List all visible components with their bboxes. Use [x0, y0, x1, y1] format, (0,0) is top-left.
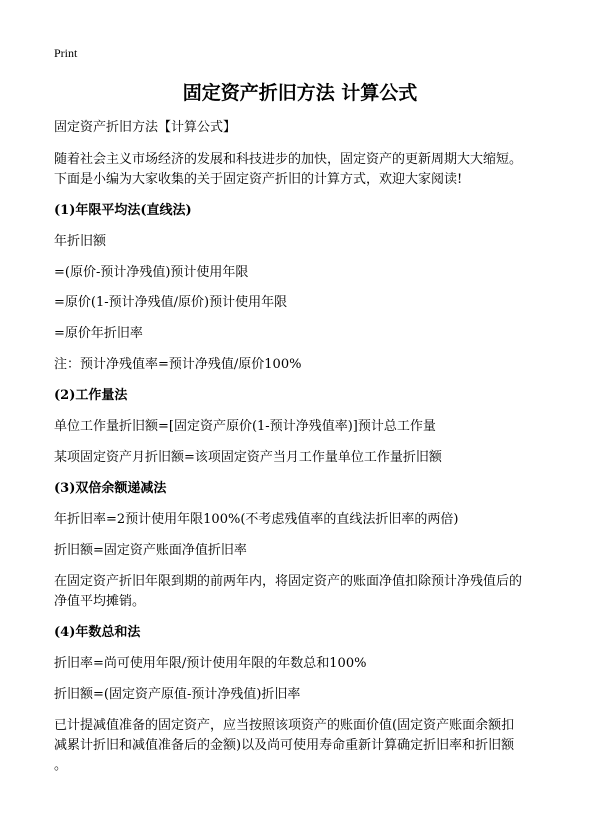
- note-line: 注：预计净残值率=预计净残值/原价100%: [54, 357, 302, 372]
- intro-line-1: 随着社会主义市场经济的发展和科技进步的加快，固定资产的更新周期大大缩短。: [54, 152, 523, 167]
- paragraph-line: 已计提减值准备的固定资产，应当按照该项资产的账面价值(固定资产账面余额扣: [54, 718, 515, 733]
- paragraph-line: 在固定资产折旧年限到期的前两年内，将固定资产的账面净值扣除预计净残值后的: [54, 574, 523, 589]
- section-heading-workload: (2)工作量法: [54, 388, 128, 403]
- formula-line: =原价(1-预计净残值/原价)预计使用年限: [54, 295, 288, 310]
- paragraph-line: 。: [54, 758, 68, 773]
- section-heading-straight-line: (1)年限平均法(直线法): [54, 203, 192, 218]
- page-title: 固定资产折旧方法 计算公式: [182, 82, 418, 104]
- paragraph-line: 净值平均摊销。: [54, 594, 146, 609]
- formula-line: =原价年折旧率: [54, 326, 143, 341]
- formula-line: 年折旧额: [54, 234, 107, 249]
- paragraph-line: 减累计折旧和减值准备后的金额)以及尚可使用寿命重新计算确定折旧率和折旧额: [54, 738, 515, 753]
- formula-line: =(原价-预计净残值)预计使用年限: [54, 265, 249, 280]
- formula-line: 折旧额=固定资产账面净值折旧率: [54, 543, 247, 558]
- formula-line: 折旧率=尚可使用年限/预计使用年限的年数总和100%: [54, 656, 367, 671]
- document-subtitle: 固定资产折旧方法【计算公式】: [54, 120, 237, 135]
- section-heading-sum-of-years: (4)年数总和法: [54, 625, 141, 640]
- section-heading-double-declining: (3)双倍余额递减法: [54, 481, 167, 496]
- formula-line: 某项固定资产月折旧额=该项固定资产当月工作量单位工作量折旧额: [54, 450, 442, 465]
- formula-line: 年折旧率=2预计使用年限100%(不考虑残值率的直线法折旧率的两倍): [54, 512, 459, 527]
- formula-line: 单位工作量折旧额=[固定资产原价(1-预计净残值率)]预计总工作量: [54, 419, 436, 434]
- print-label: Print: [54, 46, 78, 60]
- formula-line: 折旧额=(固定资产原值-预计净残值)折旧率: [54, 687, 301, 702]
- intro-line-2: 下面是小编为大家收集的关于固定资产折旧的计算方式，欢迎大家阅读!: [54, 172, 463, 187]
